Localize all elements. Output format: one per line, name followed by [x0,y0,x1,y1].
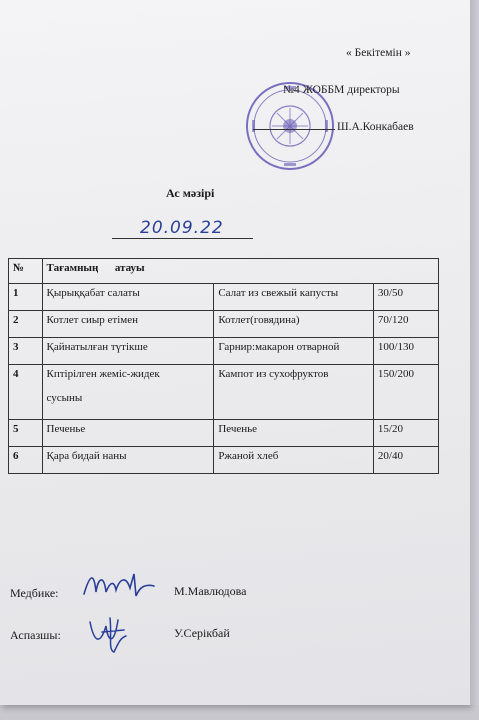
dish-amount: 70/120 [373,311,438,338]
row-number: 2 [9,311,43,338]
menu-title: Ас мәзірі [166,186,215,200]
signature-underline [253,129,335,130]
dish-amount: 150/200 [373,365,438,420]
nurse-label: Медбике: [10,586,59,600]
dish-ru: Печенье [214,420,374,447]
dish-amount: 100/130 [373,338,438,365]
dish-ru: Ржаной хлеб [214,447,374,474]
cook-name: У.Серікбай [174,626,230,640]
table-row [9,284,439,311]
row-number: 3 [9,338,43,365]
row-number: 4 [9,365,43,420]
header-dish-name: Тағамның атауы [42,259,438,284]
dish-kz: Қара бидай наны [42,447,214,474]
table-row [9,311,439,338]
dish-ru: Гарнир:макарон отварной [214,338,374,365]
dish-amount: 20/40 [373,447,438,474]
table-row [9,365,439,420]
dish-ru: Кампот из сухофруктов [214,365,374,420]
cook-label: Аспазшы: [10,628,61,642]
dish-kz: Кптірілген жеміс-жидек сусыны [42,365,214,420]
table-row [9,447,439,474]
nurse-signature [80,568,158,602]
dish-kz: Қайнатылған түтікше [42,338,214,365]
menu-date: 20.09.22 [140,218,224,238]
background-edge [470,0,479,705]
date-underline [112,238,253,239]
row-number: 5 [9,420,43,447]
director-name: Ш.А.Конкабаев [337,121,414,133]
dish-kz: Печенье [42,420,214,447]
dish-ru: Салат из свежый капусты [214,284,374,311]
dish-amount: 15/20 [373,420,438,447]
dish-kz: Қырыққабат салаты [42,284,214,311]
menu-table [8,258,439,474]
dish-kz: Котлет сиыр етімен [42,311,214,338]
director-signature-line [253,121,414,133]
table-row [9,420,439,447]
dish-amount: 30/50 [373,284,438,311]
row-number: 6 [9,447,43,474]
table-header-row [9,259,439,284]
table-row [9,338,439,365]
director-title: №4 ЖОББМ директоры [283,84,400,96]
nurse-name: М.Мавлюдова [174,584,247,598]
approval-header: « Бекітемін » [346,47,411,59]
dish-ru: Котлет(говядина) [214,311,374,338]
header-number: № [9,259,43,284]
row-number: 1 [9,284,43,311]
cook-signature [84,612,132,656]
